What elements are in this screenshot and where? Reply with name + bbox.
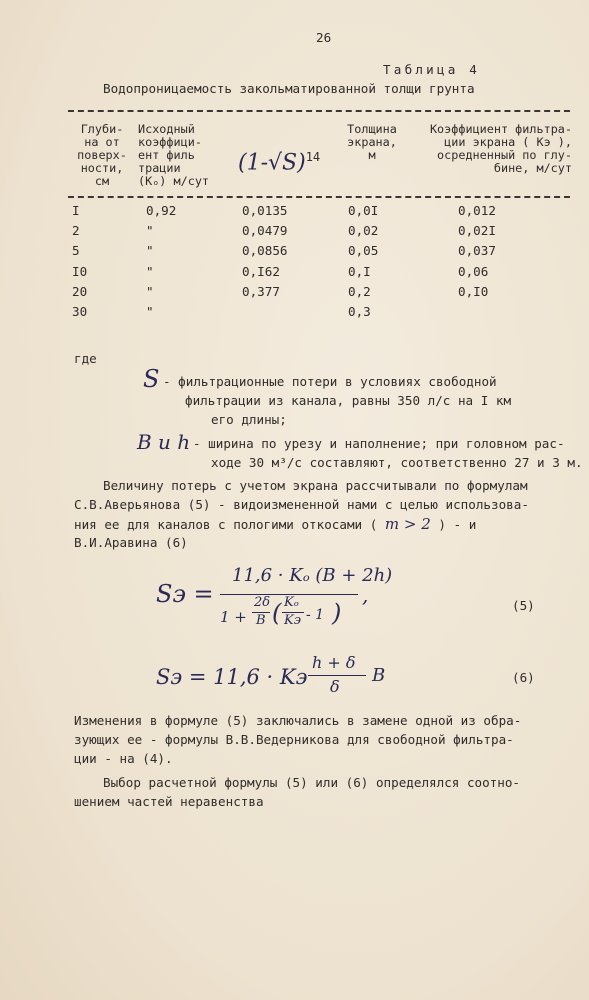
- cell-thickness: 0,0I: [348, 203, 379, 218]
- table-title: Водопроницаемость закольматированной толщи грунта: [103, 81, 475, 96]
- f6-label: (6): [512, 670, 535, 685]
- def-s-line-2: фильтрации из канала, равны 350 л/с на I км: [185, 393, 512, 408]
- header-depth-line: см: [94, 174, 110, 188]
- cell-expression: 0,377: [242, 283, 280, 299]
- cell-k0: ": [146, 243, 154, 259]
- f6-fraction-bar: [308, 675, 366, 676]
- page-number: 26: [316, 30, 332, 45]
- f5-numerator: 11,6 · Kₒ (B + 2h): [232, 565, 393, 586]
- header-k0-line: ент филь: [138, 148, 195, 162]
- header-kfilt-line: Коэффициент фильтра-: [429, 122, 572, 136]
- cell-kfilt: 0,06: [458, 263, 489, 279]
- para1-line-3-tail: ) - и: [438, 517, 477, 532]
- header-depth-line: на от: [84, 135, 120, 149]
- para3-line-2: шением частей неравенства: [74, 794, 264, 809]
- def-s-line-1: - фильтрационные потери в условиях свободной: [163, 374, 497, 389]
- cell-kfilt: 0,I0: [458, 283, 489, 299]
- where-word: где: [74, 351, 97, 366]
- cell-depth: I0: [72, 263, 88, 279]
- f5-den-paren-close: ): [332, 599, 342, 627]
- f5-den-b-den: B: [256, 613, 266, 628]
- header-expression-power: 14: [305, 150, 321, 164]
- cell-depth: 20: [72, 283, 88, 299]
- table-top-rule: [68, 110, 570, 112]
- para1-m-condition: m > 2: [384, 515, 431, 533]
- header-kfilt-line: ции экрана ( Kэ ),: [444, 135, 572, 149]
- def-s-line-3: его длины;: [211, 412, 287, 427]
- def-bh-line-2: ходе 30 м³/с составляют, соответственно 27 и 3 м.: [211, 455, 583, 470]
- f6-tail: B: [372, 665, 386, 686]
- header-depth: [70, 123, 134, 188]
- para1-line-2: С.В.Аверьянова (5) - видоизмененной нами с целью использова-: [74, 497, 529, 512]
- cell-thickness: 0,I: [348, 263, 371, 279]
- para1-line-3: [74, 516, 476, 533]
- cell-expression: 0,0479: [242, 223, 288, 239]
- f5-lhs: Sэ =: [156, 580, 214, 608]
- f6-numerator: h + δ: [312, 653, 356, 672]
- header-thickness-line: м: [368, 148, 376, 162]
- f5-label: (5): [512, 598, 535, 613]
- cell-thickness: 0,05: [348, 243, 379, 259]
- cell-expression: 0,0856: [242, 243, 288, 259]
- cell-thickness: 0,3: [348, 304, 371, 319]
- cell-k0: ": [146, 223, 154, 239]
- f6-lhs: Sэ = 11,6 · Kэ: [156, 665, 308, 689]
- cell-depth: 2: [72, 223, 80, 239]
- para2-line-2: зующих ее - формулы В.В.Ведерникова для свободной фильтра-: [74, 732, 514, 747]
- def-s-symbol: S: [143, 365, 160, 393]
- header-k0-line: коэффици-: [138, 135, 202, 149]
- f5-comma: ,: [362, 583, 369, 607]
- cell-thickness: 0,2: [348, 283, 371, 299]
- cell-expression: 0,0135: [242, 203, 288, 218]
- cell-depth: 30: [72, 304, 88, 319]
- cell-kfilt: 0,02I: [458, 223, 496, 239]
- para1-line-1: Величину потерь с учетом экрана рассчитывали по формулам: [103, 478, 528, 493]
- f5-den-paren-open: (: [272, 599, 282, 627]
- f5-den-a: 1 +: [220, 608, 247, 626]
- para2-line-3: ции - на (4).: [74, 751, 173, 766]
- table-label: Таблица 4: [383, 62, 481, 77]
- header-k0: [138, 123, 209, 188]
- cell-expression: 0,I62: [242, 263, 280, 279]
- f5-den-tail: - 1: [306, 607, 325, 623]
- header-kfilt: [406, 123, 572, 175]
- header-depth-line: Глуби-: [80, 122, 124, 136]
- cell-thickness: 0,02: [348, 223, 379, 239]
- cell-k0: 0,92: [146, 203, 177, 218]
- header-depth-line: ности,: [80, 161, 124, 175]
- cell-k0: ": [146, 263, 154, 279]
- header-expression-text: (1-√S): [238, 150, 306, 176]
- header-thickness-line: экрана,: [347, 135, 397, 149]
- para3-line-1: Выбор расчетной формулы (5) или (6) определялся соотно-: [103, 775, 521, 790]
- para1-line-4: В.И.Аравина (6): [74, 535, 188, 550]
- para2-line-1: Изменения в формуле (5) заключались в замене одной из обра-: [74, 713, 522, 728]
- header-k0-line: (Kₒ) м/сут: [138, 174, 210, 188]
- cell-k0: ": [146, 304, 154, 319]
- cell-depth: 5: [72, 243, 80, 259]
- def-bh-symbol: B и h: [137, 430, 191, 454]
- header-expression: [238, 144, 320, 176]
- cell-kfilt: 0,037: [458, 243, 496, 259]
- cell-depth: I: [72, 203, 80, 218]
- header-thickness: [336, 123, 408, 162]
- para1-line-3-text: ния ее для каналов с пологими откосами (: [74, 517, 378, 532]
- f5-den-c-den: Kэ: [284, 613, 301, 628]
- header-k0-line: Исходный: [138, 122, 195, 136]
- header-k0-line: трации: [138, 161, 181, 175]
- header-kfilt-line: бине, м/сут: [493, 161, 572, 175]
- table-header-rule: [68, 196, 570, 198]
- cell-kfilt: 0,012: [458, 203, 496, 218]
- f6-denominator: δ: [330, 677, 340, 696]
- def-bh-line-1: - ширина по урезу и наполнение; при головном рас-: [193, 436, 565, 451]
- header-thickness-line: Толщина: [347, 122, 397, 136]
- header-depth-line: поверх-: [77, 148, 127, 162]
- f5-den-b-num: 2δ: [254, 595, 271, 610]
- header-kfilt-line: осредненный по глу-: [437, 148, 572, 162]
- f5-den-c-num: Kₒ: [284, 595, 299, 610]
- cell-k0: ": [146, 283, 154, 299]
